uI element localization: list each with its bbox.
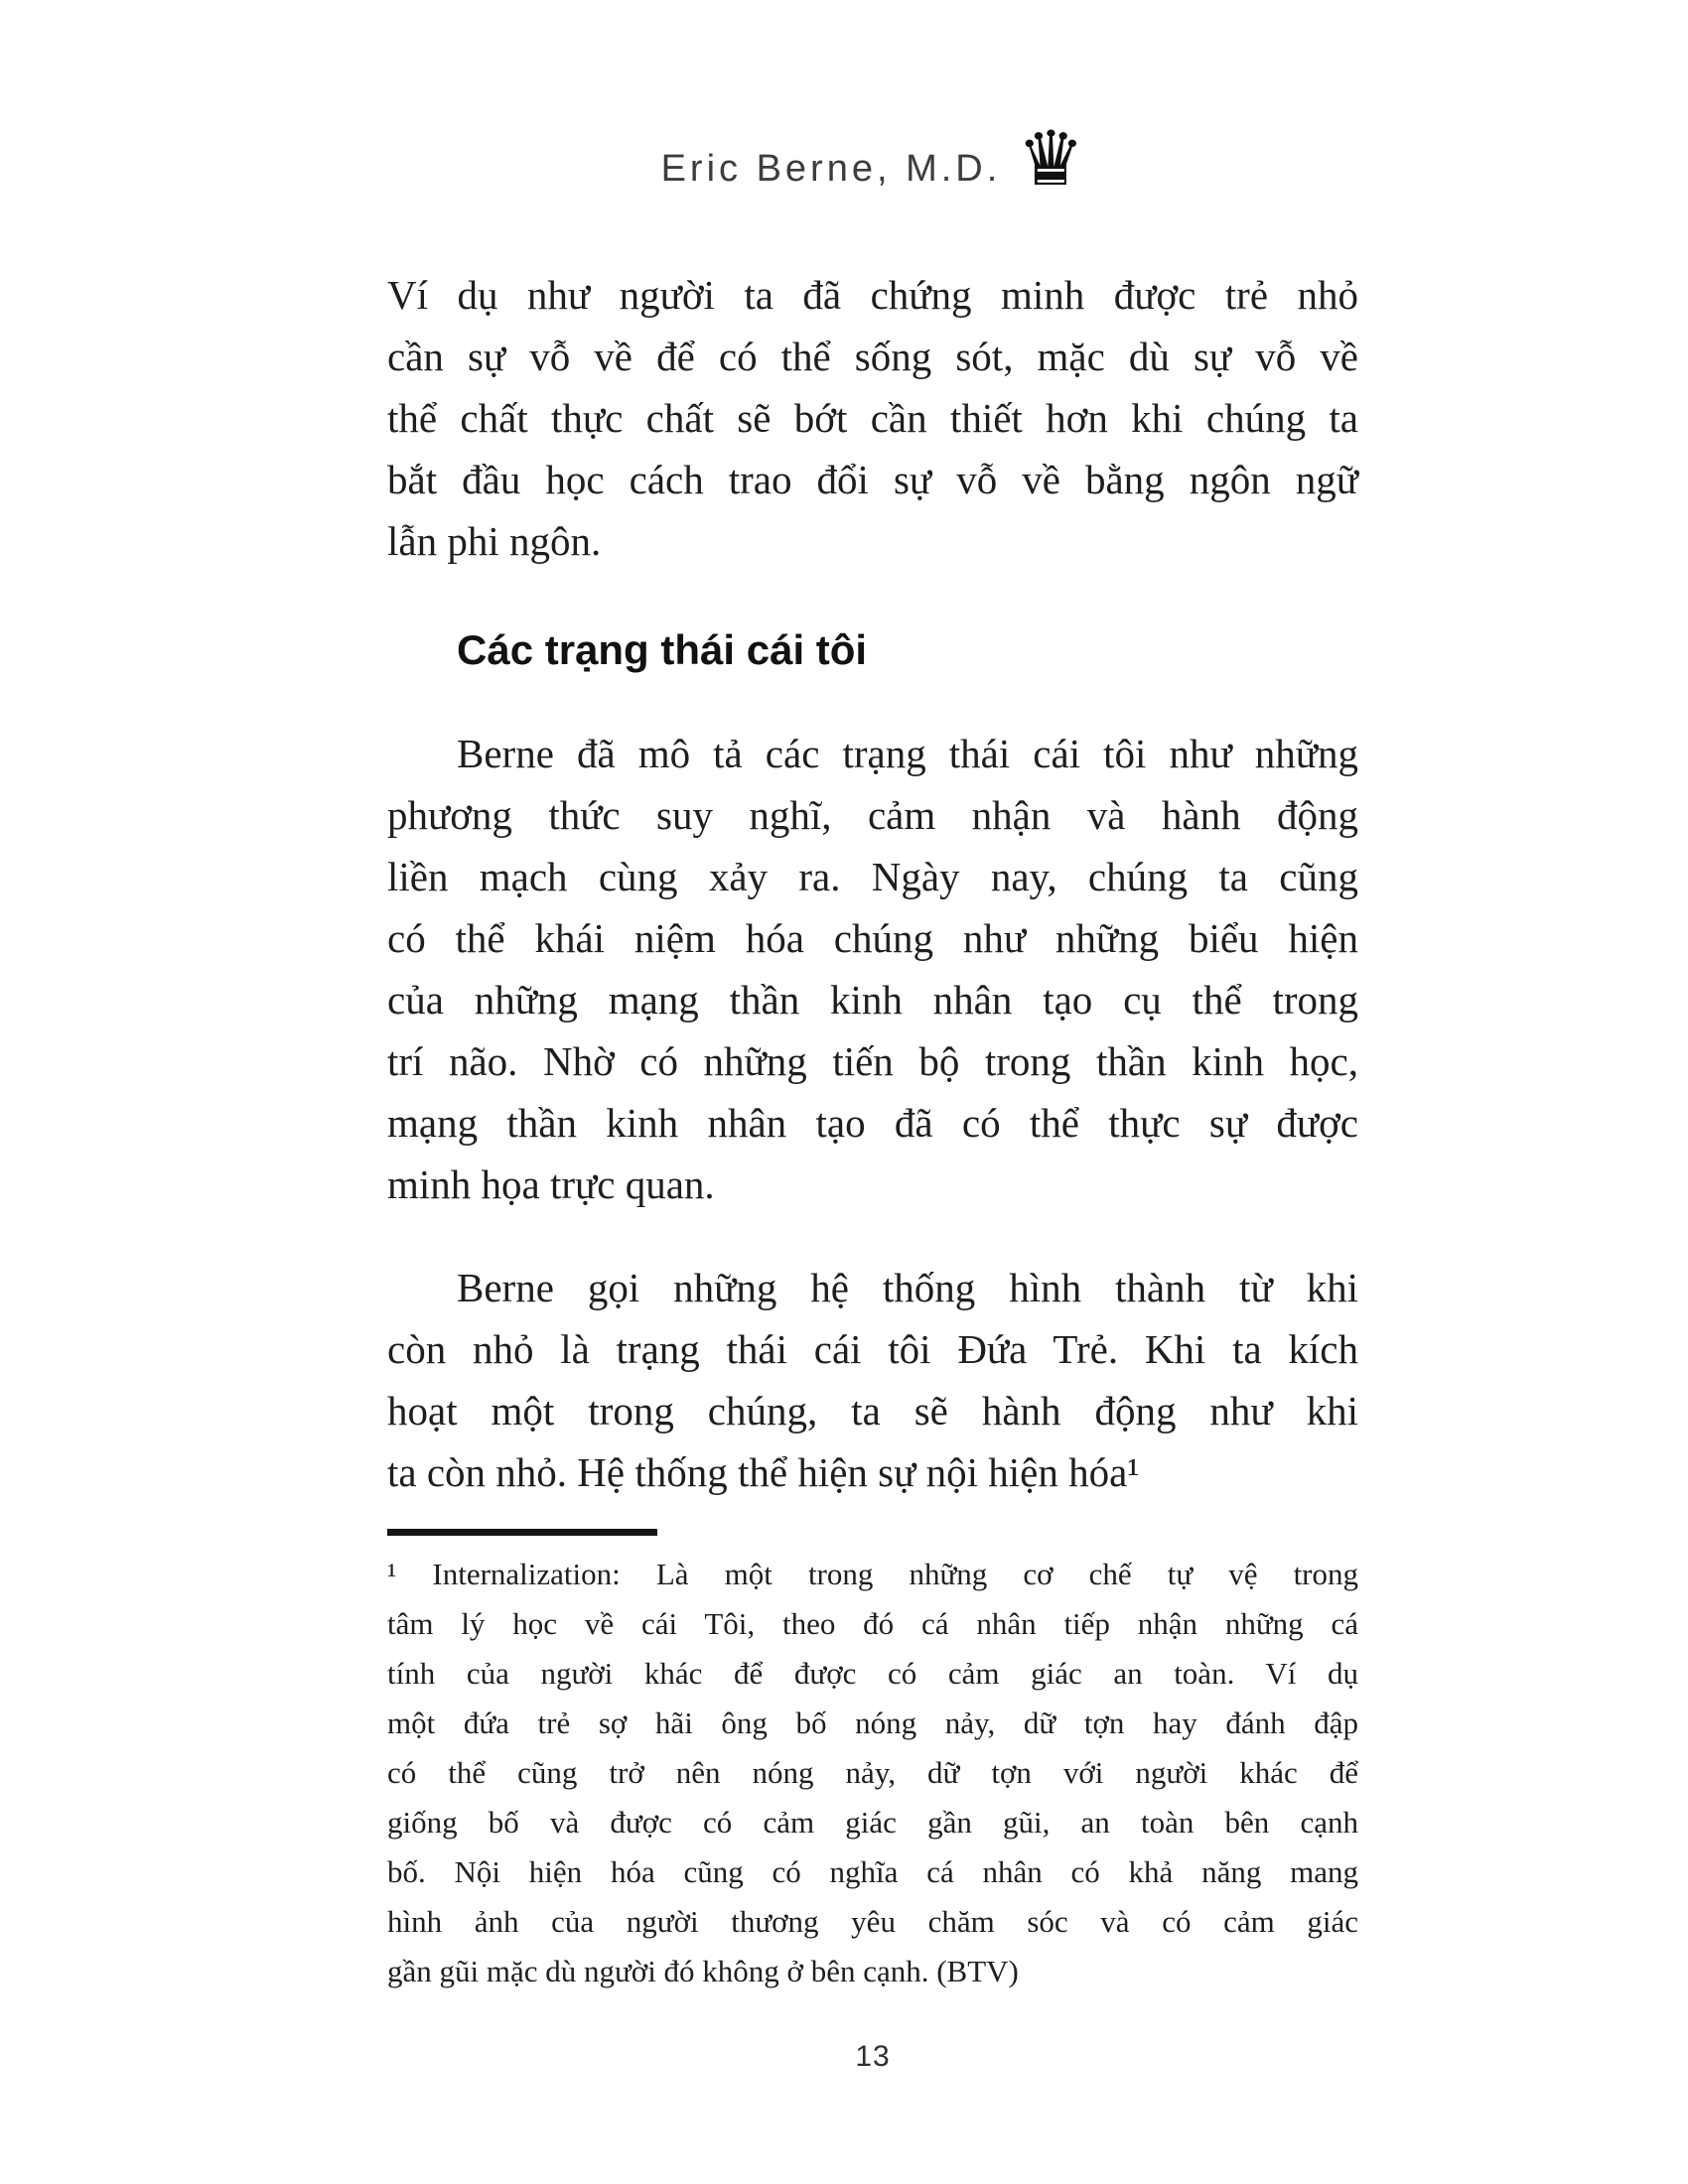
text-line: hình ảnh của người thương yêu chăm sóc và có cảm giác — [387, 1904, 1358, 1939]
chess-queen-icon: ♛ — [1017, 114, 1085, 203]
text-line: tính của người khác để được có cảm giác an toàn. Ví dụ — [387, 1656, 1358, 1691]
page-number: 13 — [855, 2040, 891, 2073]
running-header — [387, 111, 1358, 203]
text-line: phương thức suy nghĩ, cảm nhận và hành động — [387, 792, 1358, 838]
body-paragraph-3 — [387, 1257, 1358, 1503]
text-line: bố. Nội hiện hóa cũng có nghĩa cá nhân có khả năng mang — [387, 1854, 1358, 1889]
body-paragraph-1 — [387, 264, 1358, 572]
text-line: tâm lý học về cái Tôi, theo đó cá nhân tiếp nhận những cá — [387, 1606, 1358, 1641]
text-line: Berne đã mô tả các trạng thái cái tôi như những — [457, 731, 1358, 776]
text-line: có thể khái niệm hóa chúng như những biểu hiện — [387, 915, 1358, 961]
text-line: thể chất thực chất sẽ bớt cần thiết hơn khi chúng ta — [387, 395, 1358, 441]
section-heading: Các trạng thái cái tôi — [457, 626, 868, 673]
text-line: mạng thần kinh nhân tạo đã có thể thực sự được — [387, 1100, 1358, 1146]
body-paragraph-2 — [387, 723, 1358, 1215]
text-line: Ví dụ như người ta đã chứng minh được trẻ nhỏ — [387, 272, 1358, 318]
text-line: có thể cũng trở nên nóng nảy, dữ tợn với người khác để — [387, 1755, 1358, 1790]
text-line: một đứa trẻ sợ hãi ông bố nóng nảy, dữ tợn hay đánh đập — [387, 1706, 1358, 1740]
text-column — [387, 0, 1358, 2074]
text-line: gần gũi mặc dù người đó không ở bên cạnh. (BTV) — [387, 1954, 1019, 1988]
author-name: Eric Berne, M.D. — [660, 148, 1002, 190]
footnote-text — [387, 1550, 1358, 1996]
text-line: ¹ Internalization: Là một trong những cơ chế tự vệ trong — [387, 1557, 1358, 1591]
text-line: bắt đầu học cách trao đổi sự vỗ về bằng ngôn ngữ — [387, 457, 1358, 502]
text-line: ta còn nhỏ. Hệ thống thể hiện sự nội hiện hóa¹ — [387, 1449, 1140, 1495]
text-line: hoạt một trong chúng, ta sẽ hành động như khi — [387, 1388, 1358, 1433]
text-line: lẫn phi ngôn. — [387, 518, 602, 564]
text-line: giống bố và được có cảm giác gần gũi, an toàn bên cạnh — [387, 1805, 1358, 1840]
text-line: trí não. Nhờ có những tiến bộ trong thần kinh học, — [387, 1038, 1358, 1084]
text-line: còn nhỏ là trạng thái cái tôi Đứa Trẻ. Khi ta kích — [387, 1326, 1358, 1372]
text-line: cần sự vỗ về để có thể sống sót, mặc dù sự vỗ về — [387, 334, 1358, 379]
text-line: liền mạch cùng xảy ra. Ngày nay, chúng ta cũng — [387, 854, 1358, 899]
text-line: Berne gọi những hệ thống hình thành từ khi — [457, 1265, 1358, 1310]
footnote-divider — [387, 1529, 657, 1536]
text-line: của những mạng thần kinh nhân tạo cụ thể trong — [387, 977, 1358, 1023]
text-line: minh họa trực quan. — [387, 1161, 715, 1207]
